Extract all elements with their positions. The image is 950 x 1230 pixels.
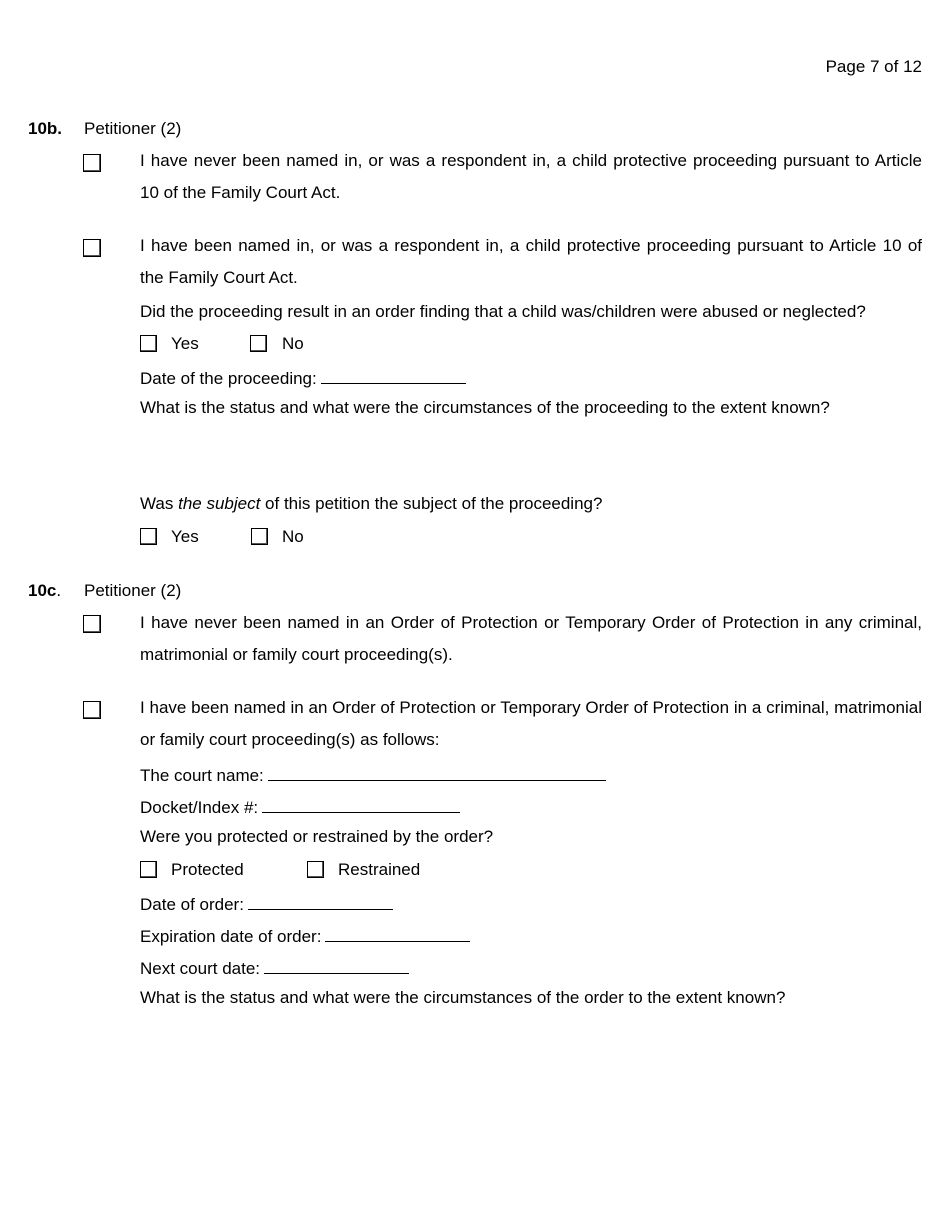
section-10b-number: 10b. [28,119,63,138]
row-10c-docket [140,795,460,818]
row-10c-expiration [140,924,470,947]
label-10c-restrained: Restrained [338,860,421,879]
section-10c-number [28,581,61,601]
field-10c-next-court[interactable] [264,956,409,974]
label-10c-date-of-order: Date of order: [140,895,244,914]
label-10c-docket: Docket/Index #: [140,798,259,817]
label-10c-expiration: Expiration date of order: [140,927,322,946]
checkbox-10b-subject-yes[interactable] [140,528,157,545]
option-10b-have-been-named: I have been named in, or was a respondent in, a child protective proceeding pursuant to Article 10 of the Family Court Act. [140,236,922,287]
label-10c-next-court: Next court date: [140,959,261,978]
checkbox-10b-subject-no[interactable] [251,528,268,545]
checkbox-10c-have-been-named[interactable] [83,701,101,719]
section-10c-number-text: 10c [28,581,57,600]
section-10b-title: Petitioner (2) [84,119,182,138]
subject-q-prefix: Was [140,494,179,513]
option-10c-have-been-named: I have been named in an Order of Protection or Temporary Order of Protection in a criminal, matrimonial or family court proceeding(s) as follows: [140,698,922,749]
checkbox-10b-order-no[interactable] [250,335,267,352]
label-10c-court-name: The court name: [140,766,264,785]
page-number: Page 7 of 12 [825,57,922,76]
field-10b-proceeding-date[interactable] [321,366,466,384]
question-10c-protected: Were you protected or restrained by the order? [140,827,494,846]
field-10c-court-name[interactable] [268,763,606,781]
section-10c-title: Petitioner (2) [84,581,182,600]
label-10b-order-no: No [282,334,304,353]
field-10c-date-of-order[interactable] [248,892,393,910]
option-10b-never-named: I have never been named in, or was a respondent in, a child protective proceeding pursuant to Article 10 of the Family Court Act. [140,151,922,202]
label-10b-order-yes: Yes [171,334,199,353]
label-10b-subject-no: No [282,527,304,546]
row-10c-court-name [140,763,606,786]
label-10b-subject-yes: Yes [171,527,199,546]
subject-q-italic: the subject [178,494,261,513]
section-10c-number-suffix: . [56,581,62,600]
label-10c-protected: Protected [171,860,244,879]
checkbox-10b-order-yes[interactable] [140,335,157,352]
checkbox-10c-protected[interactable] [140,861,157,878]
question-10c-status: What is the status and what were the circumstances of the order to the extent known? [140,988,786,1007]
field-10c-expiration[interactable] [325,924,470,942]
field-10c-docket[interactable] [262,795,460,813]
subject-q-suffix: of this petition the subject of the proceeding? [260,494,603,513]
checkbox-10b-never-named[interactable] [83,154,101,172]
label-10b-proceeding-date: Date of the proceeding: [140,369,317,388]
question-10b-order-finding: Did the proceeding result in an order finding that a child was/children were abused or neglected? [140,302,866,321]
question-10b-status: What is the status and what were the circumstances of the proceeding to the extent known? [140,398,830,417]
option-10c-never-named: I have never been named in an Order of Protection or Temporary Order of Protection in any criminal, matrimonial or family court proceeding(s). [140,613,922,664]
row-10c-next-court [140,956,409,979]
question-10b-subject [140,494,602,514]
row-10c-date-of-order [140,892,393,915]
checkbox-10c-restrained[interactable] [307,861,324,878]
checkbox-10c-never-named[interactable] [83,615,101,633]
row-10b-proceeding-date [140,366,466,389]
checkbox-10b-have-been-named[interactable] [83,239,101,257]
